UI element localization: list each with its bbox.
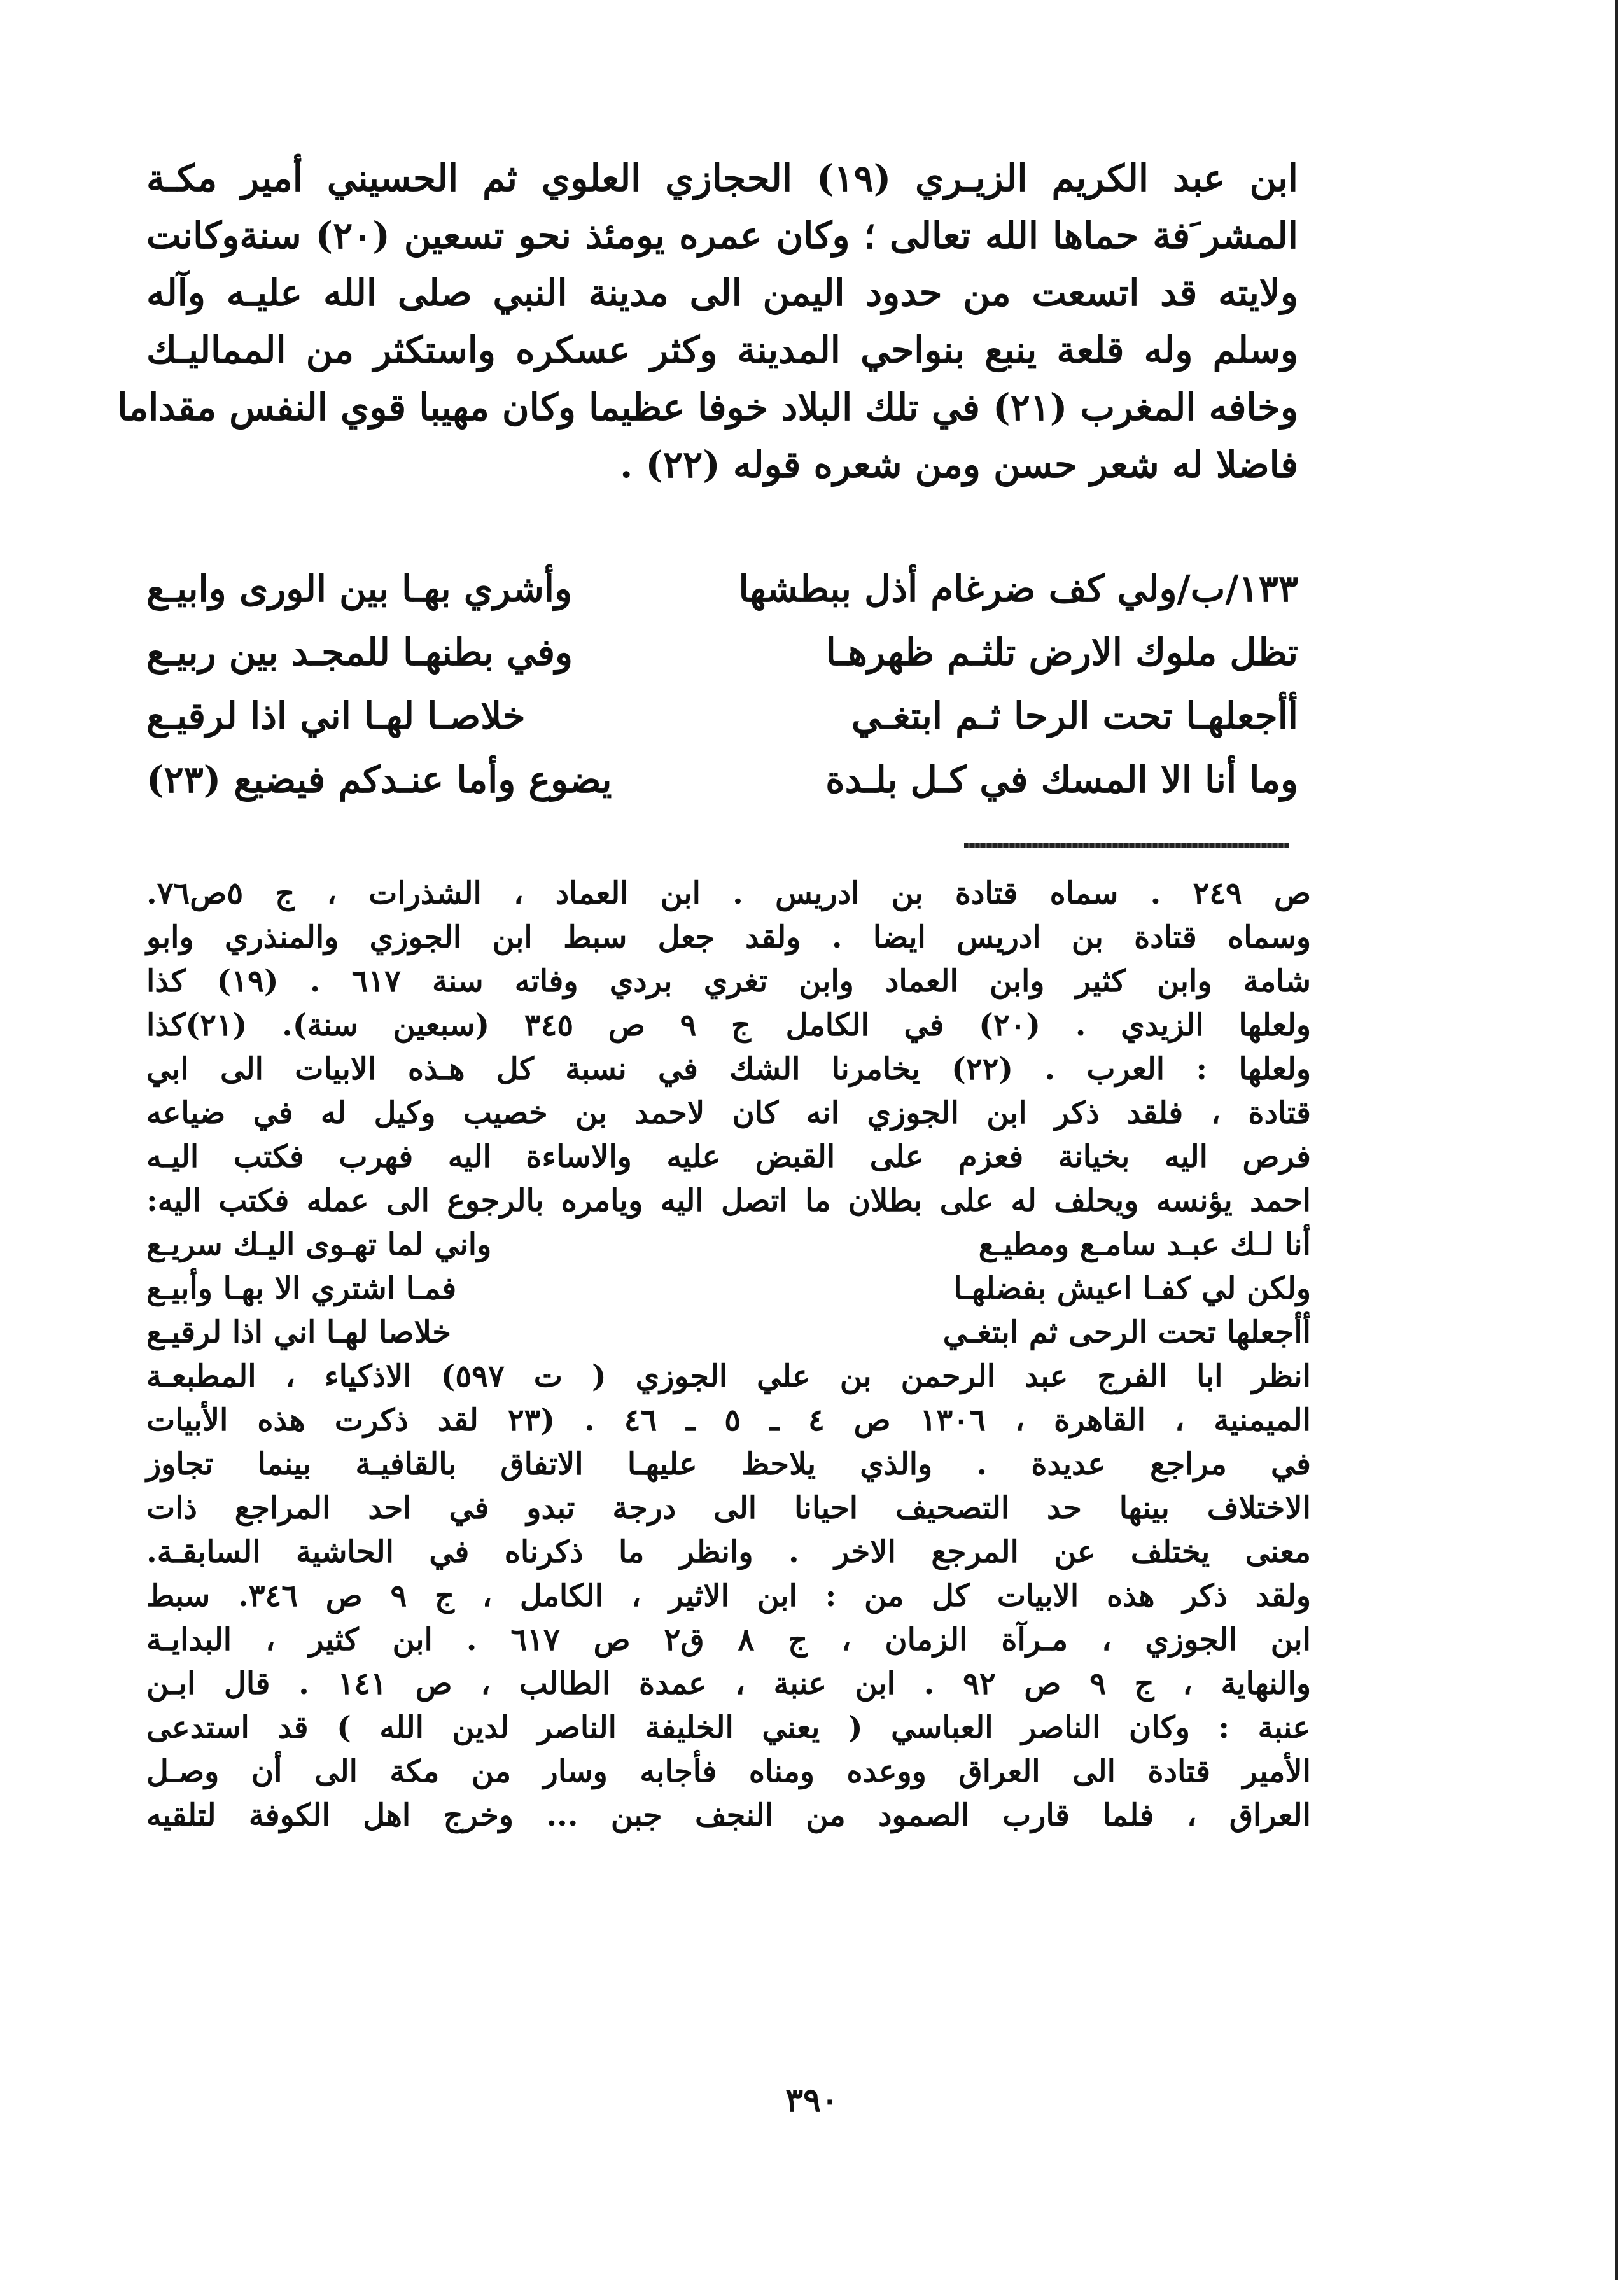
footnote-line: عنبة : وكان الناصر العباسي ( يعني الخليفة الناصر لدين الله ) قد استدعى xyxy=(146,1710,1311,1745)
footnote-line: العراق ، فلما قارب الصمود من النجف جبن ... وخرج اهل الكوفة لتلقيه xyxy=(146,1798,1311,1833)
footnote-line: ولعلها الزيدي . (٢٠) في الكامل ج ٩ ص ٣٤٥ (سبعين سنة). (٢١)كذا xyxy=(146,1007,1312,1043)
footnotes xyxy=(146,872,1311,1838)
verse-first-hemistich: ولكن لي كفـا اعيش بفضلهـا xyxy=(953,1271,1311,1306)
verse-second-hemistich: وأشري بهـا بين الورى وابيـع xyxy=(146,567,573,610)
main-text xyxy=(117,150,1299,493)
footnote-line: قتادة ، فلقد ذكر ابن الجوزي انه كان لاحمد بن خصيب وكيل له في ضياعه xyxy=(146,1095,1312,1131)
footnote-line: شامة وابن كثير وابن العماد وابن تغري بردي وفاته سنة ٦١٧ . (١٩) كذا xyxy=(146,963,1311,999)
body-line: ولايته قد اتسعت من حدود اليمن الى مدينة النبي صلى الله عليـه وآله xyxy=(146,271,1298,314)
page-number: ٣٩٠ xyxy=(785,2081,839,2120)
footnote-line: ص ٢٤٩ . سماه قتادة بن ادريس . ابن العماد ، الشذرات ، ج ٥ص٧٦. xyxy=(146,876,1312,911)
verse-second-hemistich: خلاصـا لهـا اني اذا لرقيـع xyxy=(146,694,526,738)
footnote-line: احمد يؤنسه ويحلف له على بطلان ما اتصل اليه ويامره بالرجوع الى عمله فكتب اليه: xyxy=(146,1183,1311,1219)
footnote-line: ابن الجوزي ، مـرآة الزمان ، ج ٨ ق٢ ص ٦١٧ . ابن كثير ، البدايـة xyxy=(146,1622,1312,1658)
verse-second-hemistich: خلاصا لهـا اني اذا لرقيـع xyxy=(146,1315,451,1350)
footnote-line: الأمير قتادة الى العراق ووعده ومناه فأجابه وسار من مكة الى أن وصـل xyxy=(146,1754,1311,1789)
footnote-line: معنى يختلف عن المرجع الاخر . وانظر ما ذكرناه في الحاشية السابقـة. xyxy=(146,1534,1311,1570)
poem-verse xyxy=(146,748,1298,811)
verse-first-hemistich: وما أنا الا المسك في كـل بلـدة xyxy=(825,758,1298,801)
verse-first-hemistich: ١٣٣/ب/ولي كف ضرغام أذل ببطشها xyxy=(738,567,1298,610)
poem-verse xyxy=(146,684,1298,748)
poem xyxy=(146,557,1298,811)
body-line: المشر َفة حماها الله تعالى ؛ وكان عمره يومئذ نحو تسعين (٢٠) سنةوكانت xyxy=(146,214,1299,257)
footnote-line: ولقد ذكر هذه الابيات كل من : ابن الاثير ، الكامل ، ج ٩ ص ٣٤٦. سبط xyxy=(146,1578,1312,1614)
verse-first-hemistich: أأجعلهـا تحت الرحا ثـم ابتغـي xyxy=(851,694,1298,738)
page-edge-rule xyxy=(1615,0,1618,2280)
poem-verse xyxy=(146,620,1298,684)
footnote-line: الميمنية ، القاهرة ، ١٣٠٦ ص ٤ ـ ٥ ـ ٤٦ . (٢٣ لقد ذكرت هذه الأبيات xyxy=(146,1402,1311,1438)
footnote-line: والنهاية ، ج ٩ ص ٩٢ . ابن عنبة ، عمدة الطالب ، ص ١٤١ . قال ابـن xyxy=(146,1666,1312,1702)
footnote-verse xyxy=(146,1267,1311,1311)
verse-second-hemistich: يضوع وأما عنـدكم فيضيع (٢٣) xyxy=(146,758,612,801)
verse-first-hemistich: أنا لـك عبـد سامـع ومطيـع xyxy=(978,1227,1311,1262)
body-line: فاضلا له شعر حسن ومن شعره قوله (٢٢) . xyxy=(620,443,1298,486)
footnote-line: الاختلاف بينها حد التصحيف احيانا الى درجة تبدو في احد المراجع ذات xyxy=(146,1490,1312,1526)
verse-first-hemistich: تظل ملوك الارض تلثـم ظهرهـا xyxy=(825,631,1298,674)
verse-second-hemistich: وفي بطنهـا للمجـد بين ربيـع xyxy=(146,631,573,674)
verse-second-hemistich: فمـا اشتري الا بهـا وأبيـع xyxy=(146,1271,457,1306)
footnote-divider xyxy=(964,843,1289,848)
body-line: وخافه المغرب (٢١) في تلك البلاد خوفا عظيما وكان مهيبا قوي النفس مقداما xyxy=(117,386,1298,429)
footnote-verse xyxy=(146,1311,1311,1355)
poem-verse xyxy=(146,557,1298,620)
footnote-line: انظر ابا الفرج عبد الرحمن بن علي الجوزي ( ت ٥٩٧) الاذكياء ، المطبعـة xyxy=(146,1359,1312,1394)
footnote-line: فرص اليه بخيانة فعزم على القبض عليه والاساءة اليه فهرب فكتب اليـه xyxy=(146,1139,1311,1175)
verse-second-hemistich: واني لما تهـوى اليـك سريـع xyxy=(146,1227,492,1262)
verse-first-hemistich: أأجعلها تحت الرحى ثم ابتغـي xyxy=(942,1315,1311,1350)
body-line: ابن عبد الكريم الزيـري (١٩) الحجازي العلوي ثم الحسيني أمير مكـة xyxy=(146,157,1298,200)
footnote-line: ولعلها : العرب . (٢٢) يخامرنا الشك في نسبة كل هـذه الابيات الى ابي xyxy=(146,1051,1311,1087)
footnote-line: في مراجع عديدة . والذي يلاحظ عليهـا الاتفاق بالقافيـة بينما تجاوز xyxy=(146,1446,1311,1482)
footnote-verse xyxy=(146,1223,1311,1267)
body-line: وسلم وله قلعة ينبع بنواحي المدينة وكثر عسكره واستكثر من المماليـك xyxy=(146,328,1298,372)
footnote-line: وسماه قتادة بن ادريس ايضا . ولقد جعل سبط ابن الجوزي والمنذري وابو xyxy=(146,920,1311,955)
